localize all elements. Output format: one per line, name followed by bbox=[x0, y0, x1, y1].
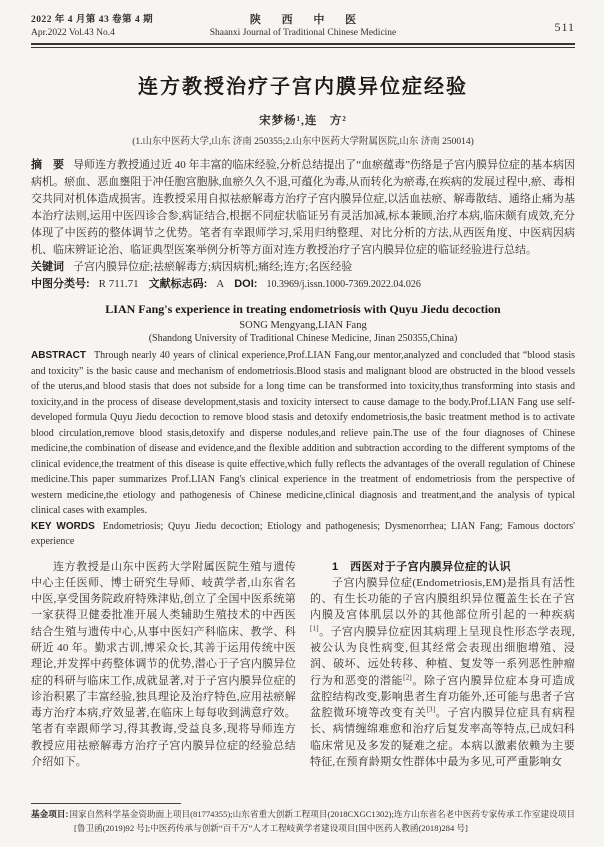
keywords-en-text: Endometriosis; Quyu Jiedu decoction; Etiology and pathogenesis; Dysmenorrhea; LIAN Fang; Famous doctors' experience bbox=[31, 520, 575, 547]
affiliation-en: (Shandong University of Traditional Chinese Medicine, Jinan 250355,China) bbox=[148, 333, 458, 344]
footnote-rule bbox=[31, 803, 181, 804]
classification-line bbox=[31, 276, 575, 293]
fund-text: 国家自然科学基金资助面上项目(81774355);山东省重大创新工程项目(2018CXGC1302);连方山东省名老中医药专家传承工作室建设项目[鲁卫函(2019)92 号];中医药传承与创新“百千万”人才工程岐黄学者建设项目[国中医药人教函(2018)284 号] bbox=[69, 809, 575, 833]
issue-info-cn: 2022 年 4 月第 43 卷第 4 期 bbox=[31, 15, 154, 25]
abstract-en bbox=[31, 348, 575, 519]
footnote-area bbox=[31, 803, 575, 835]
right-column bbox=[310, 559, 575, 771]
section-1-paragraph: 子宫内膜异位症(Endometriosis,EM)是指具有活性的、有生长功能的子宫内膜组织异位覆盖生长在子宫内膜及宫体肌层以外的其他部位所引起的一种疾病[1]。子宫内膜异位症因其病理上呈现良性形态学表现,被公认为良性病变,但其经常会表现出细胞增殖、浸润、破坏、远处转移、种植、复发等一系列恶性肿瘤行为和恶变的潜能[2]。除子宫内膜异位症本身可造成盆腔结构改变,影响患者生育功能外,还可能与患者子宫盆腔微环境等改变有关[3]。子宫内膜异位症具有病程长、病情缠绵难愈和治疗后复发率高等特点,已成妇科临床常见及多发的疑难之症。本病以激素依赖为主要特征,在预育龄期女性群体中最为多见,可严重影响女 bbox=[310, 576, 575, 769]
left-column bbox=[31, 559, 296, 771]
authors-en: SONG Mengyang,LIAN Fang bbox=[239, 320, 367, 331]
issue-info bbox=[31, 14, 210, 40]
body-columns bbox=[31, 559, 575, 771]
keywords-en-label: KEY WORDS bbox=[31, 520, 95, 532]
clc-label: 中图分类号: bbox=[31, 278, 90, 290]
keywords-label: 关键词 bbox=[31, 261, 64, 273]
title-en: LIAN Fang's experience in treating endometriosis with Quyu Jiedu decoction bbox=[105, 302, 501, 316]
abstract-label: 摘 要 bbox=[31, 159, 64, 171]
intro-paragraph: 连方教授是山东中医药大学附属医院生殖与遗传中心主任医师、博士研究生导师、岐黄学者,山东省名中医,享受国务院政府特殊津贴,创立了全国中医系统第一家获得卫健委批准开展人类辅助生殖技术的中西医结合生殖与遗传中心,从事中医妇产科临床、教学、科研近 40 年。勤求古训,博采众长,其善于运用传统中医理论,并发挥中药整体调节的优势,潜心于子宫内膜异位症的科研与临床工作,成就显著,对于子宫内膜异位症的诊治积累了丰富经验,独具理论及治疗特色,应用祛瘀解毒方治疗本病,疗效显著,在临床上每每收到满意疗效。笔者有幸跟师学习,得其教诲,受益良多,现将导师连方教授应用祛瘀解毒方治疗子宫内膜异位症的经验总结介绍如下。 bbox=[31, 560, 296, 769]
journal-title-cn: 陕 西 中 医 bbox=[249, 14, 366, 26]
keywords-en-line bbox=[31, 519, 575, 550]
keywords-cn-line bbox=[31, 259, 575, 276]
abstract-cn bbox=[31, 157, 575, 259]
doi-label: DOI: bbox=[234, 278, 258, 290]
issue-info-en: Apr.2022 Vol.43 No.4 bbox=[31, 28, 115, 38]
fund-label: 基金项目: bbox=[31, 809, 69, 819]
doi-value: 10.3969/j.issn.1000-7369.2022.04.026 bbox=[266, 279, 421, 290]
journal-title-block bbox=[210, 14, 397, 40]
clc-value: R 711.71 bbox=[98, 278, 139, 290]
doc-code-label: 文献标志码: bbox=[148, 278, 208, 290]
article-title: 连方教授治疗子宫内膜异位症经验 bbox=[138, 76, 468, 98]
page-header bbox=[31, 14, 575, 40]
affiliation: (1.山东中医药大学,山东 济南 250355;2.山东中医药大学附属医院,山东 济南 250014) bbox=[132, 137, 474, 147]
doc-code-value: A bbox=[216, 278, 225, 290]
page-number: 511 bbox=[554, 20, 575, 34]
abstract-en-label: ABSTRACT bbox=[31, 350, 86, 361]
fund-note bbox=[31, 808, 575, 835]
keywords-text: 子宫内膜异位症;祛瘀解毒方;病因病机;痛经;连方;名医经验 bbox=[73, 261, 353, 273]
abstract-text: 导师连方教授通过近 40 年丰富的临床经验,分析总结提出了“血瘀蕴毒”伤络是子宫内膜异位症的基本病因病机。瘀血、恶血壅阻于冲任胞宫胞脉,血瘀久久不退,可蕴化为毒,从而转化为瘀毒,在疾病的发展过程中,瘀、毒相交共同对机体造成损害。连教授采用自拟祛瘀解毒方治疗子宫内膜异位症,以活血祛瘀、解毒散结、通络止痛为基本治疗法则,运用中医四诊合参,病证结合,根据不同症状临证另有灵活加减,标本兼顾,治疗本病,临床颇有成效,充分体现了中医药的整体调节之优势。笔者有幸跟师学习,采用归纳整理、对比分析的方法,从西医角度、中医病因病机、临床辨证论治、临证典型医案举例分析等方面对连方教授治疗子宫内膜异位症的临证经验进行总结。 bbox=[31, 159, 576, 256]
abstract-en-text: Through nearly 40 years of clinical experience,Prof.LIAN Fang,our mentor,analyzed and concluded that “blood stasis and toxicity” is the basic cause and mechanism of endometriosis.Blood stasis and malignant blood are obstructed in the blood vessels of the uterus,and blood stasis that does not subside for a long time can be transformed into toxicity,thus transforming into stasis and toxicity,and in the process of disease development,stasis and toxicity intersect to cause damage to the body.Prof.LIAN Fang use self-developed formula Quyu Jiedu decoction to remove blood stasis and detoxify endometriosis,the basic treatment method is to activate blood circulation,remove blood stasis,detoxify and disperse nodules,and relieve pain.The use of the four diagnoses of Chinese medicine,the combination of disease and evidence,and the flexible addition and subtraction according to the different symptoms of the clinical evidence,the treatment of this disease is quite effective,which fully reflects the advantages of the overall regulation of Chinese medicine.This paper summarizes Prof.LIAN Fang's clinical experience in the treatment of endometriosis from the perspective of western medicine,the etiology and pathogenesis of Chinese medicine,clinical diagnosis and treatment,and the analysis of typical clinical cases with examples. bbox=[31, 350, 575, 516]
section-1-heading: 1 西医对于子宫内膜异位症的认识 bbox=[332, 560, 512, 573]
journal-title-en: Shaanxi Journal of Traditional Chinese Medicine bbox=[209, 28, 397, 38]
authors: 宋梦杨¹,连 方² bbox=[259, 115, 347, 127]
header-rule bbox=[31, 43, 575, 48]
